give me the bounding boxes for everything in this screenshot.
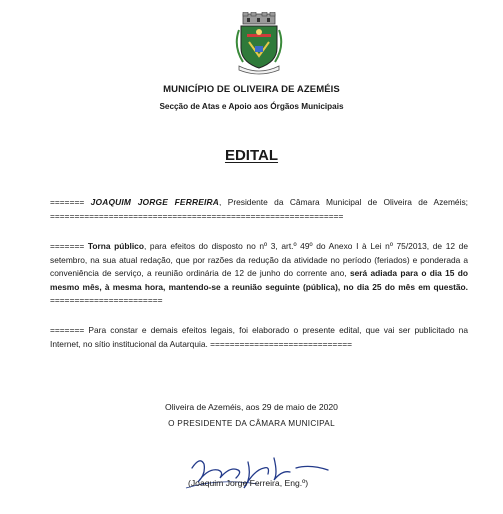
signatory-role: O PRESIDENTE DA CÂMARA MUNICIPAL — [168, 419, 335, 428]
separator: ======= — [50, 241, 88, 251]
announcement-highlight: será adiada para o dia 15 do mesmo mês, à mesma hora, mantendo-se a reunião seguinte (pública), no dia 25 do mês em questão. — [50, 268, 468, 292]
place-date: Oliveira de Azeméis, aos 29 de maio de 2020 — [165, 402, 338, 412]
paragraph-publication: ======= Para constar e demais efeitos legais, foi elaborado o presente edital, que vai ser publicitado na Internet, no sítio institucional da Autarquia. ============================= — [50, 325, 468, 349]
paragraph-president — [50, 196, 468, 223]
signatory-name: (Joaquim Jorge Ferreira, Eng.º) — [188, 478, 309, 488]
section-subtitle: Secção de Atas e Apoio aos Órgãos Municipais — [159, 102, 344, 111]
paragraph-text: ======================= — [50, 295, 163, 306]
paragraph-text: , para efeitos do disposto no nº 3, art.º 49º do Anexo I à Lei nº 75/2013, de 12 de setembro, na sua atual redação, que por razões da redução da atividade no período (feriados) e ponderada a conveniência de serviço, a reunião ordinária de 12 de junho do corrente ano, — [50, 241, 468, 279]
paragraph-announcement — [50, 240, 468, 308]
separator: ======= — [50, 197, 91, 207]
coat-of-arms-icon — [233, 12, 285, 76]
announcement-lead: Torna público — [87, 241, 144, 251]
president-name: JOAQUIM JORGE FERREIRA — [90, 197, 220, 207]
document-title: EDITAL — [224, 147, 279, 164]
paragraph-text: , Presidente da Câmara Municipal de Oliveira de Azeméis; ============================================================ — [50, 197, 468, 221]
municipality-title: MUNICÍPIO DE OLIVEIRA DE AZEMÉIS — [163, 84, 340, 95]
